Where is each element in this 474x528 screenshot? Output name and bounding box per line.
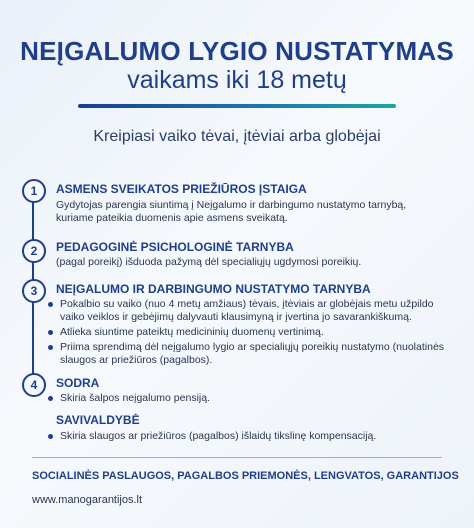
step-2-heading: PEDAGOGINĖ PSICHOLOGINĖ TARNYBA (56, 240, 294, 254)
step-2-text: (pagal poreikį) išduoda pažymą dėl specialiųjų ugdymosi poreikių. (56, 256, 362, 268)
step-2-number: 2 (22, 239, 46, 263)
step-3-heading: NEĮGALUMO IR DARBINGUMO NUSTATYMO TARNYBA (56, 282, 371, 296)
list-item: Skiria slaugos ar priežiūros (pagalbos) išlaidų tikslinę kompensaciją. (48, 430, 448, 443)
list-item: Atlieka siuntime pateiktų medicininių duomenų vertinimą. (48, 326, 448, 339)
title-underline (78, 104, 396, 108)
step-4-bullets-2 (48, 430, 448, 445)
footer-title: SOCIALINĖS PASLAUGOS, PAGALBOS PRIEMONĖS, LENGVATOS, GARANTIJOS (32, 470, 459, 482)
step-3-number: 3 (22, 279, 46, 303)
step-3-bullets (48, 298, 448, 369)
title-line-1: NEĮGALUMO LYGIO NUSTATYMAS (20, 36, 454, 66)
step-1-text: Gydytojas parengia siuntimą į Neįgalumo ir darbingumo nustatymo tarnybą, kuriame pateikia duomenis apie asmens sveikatą. (56, 199, 407, 224)
footer-url-link[interactable]: www.manogarantijos.lt (32, 494, 143, 506)
step-4-heading-2: SAVIVALDYBĖ (56, 413, 140, 427)
title-line-2: vaikams iki 18 metų (127, 66, 347, 94)
step-4-heading: SODRA (56, 376, 100, 390)
list-item: Priima sprendimą dėl neįgalumo lygio ar specialiųjų poreikių nustatymo (nuolatinės slaugos ar priežiūros (pagalbos). (48, 341, 448, 367)
step-1-heading: ASMENS SVEIKATOS PRIEŽIŪROS ĮSTAIGA (56, 182, 307, 196)
list-item: Skiria šalpos neįgalumo pensiją. (48, 392, 448, 405)
subtitle: Kreipiasi vaiko tėvai, įtėviai arba globėjai (93, 128, 381, 145)
step-1-number: 1 (22, 179, 46, 203)
list-item: Pokalbio su vaiko (nuo 4 metų amžiaus) tėvais, įtėviais ar globėjais metu užpildo vaiko veiklos ir gebėjimų dalyvauti klausimyną ir įvertina jo savarankiškumą. (48, 298, 448, 324)
step-4-number: 4 (22, 373, 46, 397)
footer-divider (32, 457, 442, 458)
step-4-bullets (48, 392, 448, 407)
